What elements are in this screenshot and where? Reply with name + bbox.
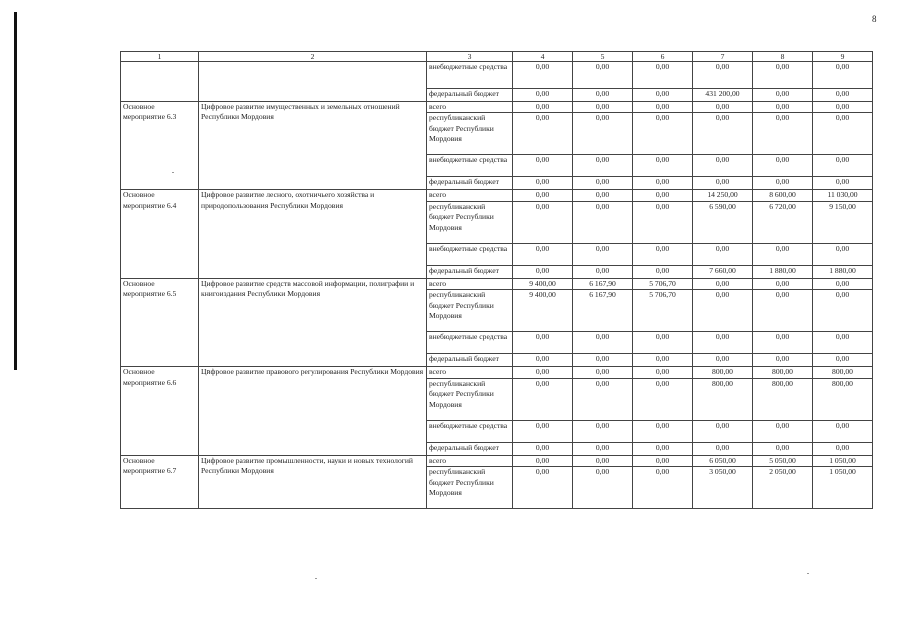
funding-source: внебюджетные средства [427,420,513,442]
amount-cell: 800,00 [693,378,753,420]
amount-cell: 11 030,00 [813,190,873,201]
amount-cell: 8 600,00 [753,190,813,201]
amount-cell: 2 050,00 [753,467,813,509]
column-number-4: 4 [513,52,573,62]
funding-source: федеральный бюджет [427,265,513,278]
amount-cell: 0,00 [633,62,693,89]
amount-cell: 0,00 [693,243,753,265]
amount-cell: 0,00 [633,155,693,177]
binding-line [14,12,17,370]
amount-cell: 800,00 [813,378,873,420]
amount-cell: 0,00 [513,62,573,89]
measure-name: Основное мероприятие 6.5 [121,278,199,366]
amount-cell: 0,00 [633,102,693,113]
amount-cell: 0,00 [513,442,573,455]
amount-cell: 0,00 [513,354,573,367]
table-row [121,102,873,113]
measure-name [121,62,199,102]
amount-cell: 0,00 [633,367,693,378]
funding-source: федеральный бюджет [427,442,513,455]
amount-cell: 0,00 [753,113,813,155]
amount-cell: 0,00 [513,367,573,378]
amount-cell: 6 720,00 [753,201,813,243]
column-number-3: 3 [427,52,513,62]
amount-cell: 0,00 [633,442,693,455]
measure-description: Цифровое развитие промышленности, науки и новых технологий Республики Мордовия [199,455,427,508]
amount-cell: 0,00 [573,378,633,420]
amount-cell: 0,00 [693,102,753,113]
measure-name: Основное мероприятие 6.3 [121,102,199,190]
amount-cell: 0,00 [693,420,753,442]
amount-cell: 0,00 [573,102,633,113]
measure-description: Цифровое развитие средств массовой информации, полиграфии и книгоиздания Республики Мордовия [199,278,427,366]
amount-cell: 0,00 [633,243,693,265]
amount-cell: 0,00 [573,265,633,278]
amount-cell: 0,00 [633,89,693,102]
funding-source: внебюджетные средства [427,155,513,177]
amount-cell: 5 706,70 [633,290,693,332]
amount-cell: 0,00 [573,442,633,455]
amount-cell: 0,00 [573,113,633,155]
amount-cell: 0,00 [573,177,633,190]
amount-cell: 0,00 [513,177,573,190]
table-row [121,62,873,89]
funding-source: всего [427,367,513,378]
funding-source: всего [427,278,513,289]
measure-description: Цифровое развитие правового регулирования Республики Мордовия [199,367,427,455]
amount-cell: 0,00 [573,155,633,177]
amount-cell: 0,00 [693,155,753,177]
amount-cell: 0,00 [513,113,573,155]
amount-cell: 0,00 [693,354,753,367]
amount-cell: 0,00 [513,243,573,265]
amount-cell: 0,00 [813,177,873,190]
amount-cell: 0,00 [633,113,693,155]
amount-cell: 0,00 [513,201,573,243]
amount-cell: 5 706,70 [633,278,693,289]
amount-cell: 0,00 [753,332,813,354]
amount-cell: 0,00 [573,332,633,354]
amount-cell: 0,00 [573,89,633,102]
amount-cell: 0,00 [573,467,633,509]
amount-cell: 0,00 [633,177,693,190]
measure-name: Основное мероприятие 6.6 [121,367,199,455]
column-number-6: 6 [633,52,693,62]
measure-name: Основное мероприятие 6.7 [121,455,199,508]
amount-cell: 800,00 [753,378,813,420]
amount-cell: 0,00 [753,290,813,332]
amount-cell: 0,00 [753,62,813,89]
amount-cell: 0,00 [753,354,813,367]
amount-cell: 0,00 [753,89,813,102]
amount-cell: 800,00 [693,367,753,378]
amount-cell: 0,00 [513,378,573,420]
amount-cell: 0,00 [513,332,573,354]
amount-cell: 6 590,00 [693,201,753,243]
amount-cell: 0,00 [513,102,573,113]
column-number-1: 1 [121,52,199,62]
amount-cell: 0,00 [813,278,873,289]
budget-table [120,51,873,509]
amount-cell: 0,00 [693,278,753,289]
amount-cell: 0,00 [813,354,873,367]
amount-cell: 0,00 [693,177,753,190]
amount-cell: 0,00 [813,155,873,177]
amount-cell: 0,00 [513,155,573,177]
amount-cell: 0,00 [813,102,873,113]
amount-cell: 0,00 [513,265,573,278]
amount-cell: 6 050,00 [693,455,753,466]
funding-source: внебюджетные средства [427,332,513,354]
amount-cell: 0,00 [513,420,573,442]
amount-cell: 0,00 [633,455,693,466]
column-number-7: 7 [693,52,753,62]
table-row [121,367,873,378]
amount-cell: 0,00 [573,367,633,378]
amount-cell: 0,00 [753,420,813,442]
amount-cell: 0,00 [633,354,693,367]
amount-cell: 0,00 [813,332,873,354]
amount-cell: 9 400,00 [513,278,573,289]
amount-cell: 0,00 [753,177,813,190]
column-number-9: 9 [813,52,873,62]
amount-cell: 0,00 [573,455,633,466]
amount-cell: 0,00 [693,113,753,155]
scan-speck [807,573,809,574]
amount-cell: 0,00 [513,467,573,509]
amount-cell: 0,00 [633,190,693,201]
amount-cell: 0,00 [753,243,813,265]
funding-source: республиканский бюджет Республики Мордовия [427,113,513,155]
amount-cell: 0,00 [813,243,873,265]
amount-cell: 0,00 [573,201,633,243]
amount-cell: 0,00 [513,190,573,201]
amount-cell: 0,00 [573,420,633,442]
amount-cell: 6 167,90 [573,278,633,289]
measure-description [199,62,427,102]
funding-source: республиканский бюджет Республики Мордовия [427,378,513,420]
column-number-2: 2 [199,52,427,62]
funding-source: всего [427,455,513,466]
amount-cell: 3 050,00 [693,467,753,509]
scan-speck [315,578,317,579]
amount-cell: 0,00 [813,442,873,455]
amount-cell: 1 880,00 [813,265,873,278]
amount-cell: 5 050,00 [753,455,813,466]
measure-name: Основное мероприятие 6.4 [121,190,199,278]
amount-cell: 1 050,00 [813,467,873,509]
funding-source: внебюджетные средства [427,62,513,89]
funding-source: республиканский бюджет Республики Мордовия [427,467,513,509]
measure-description: Цифровое развитие имущественных и земельных отношений Республики Мордовия [199,102,427,190]
amount-cell: 6 167,90 [573,290,633,332]
amount-cell: 0,00 [633,201,693,243]
funding-source: федеральный бюджет [427,177,513,190]
amount-cell: 0,00 [753,102,813,113]
amount-cell: 1 050,00 [813,455,873,466]
amount-cell: 0,00 [573,62,633,89]
funding-source: республиканский бюджет Республики Мордовия [427,201,513,243]
amount-cell: 0,00 [573,354,633,367]
amount-cell: 9 150,00 [813,201,873,243]
table-row [121,190,873,201]
header-row [121,52,873,62]
amount-cell: 0,00 [693,290,753,332]
column-number-5: 5 [573,52,633,62]
table-row [121,455,873,466]
amount-cell: 0,00 [573,190,633,201]
amount-cell: 0,00 [693,332,753,354]
amount-cell: 0,00 [633,467,693,509]
amount-cell: 0,00 [633,420,693,442]
column-number-8: 8 [753,52,813,62]
amount-cell: 14 250,00 [693,190,753,201]
amount-cell: 7 660,00 [693,265,753,278]
amount-cell: 0,00 [633,265,693,278]
amount-cell: 800,00 [753,367,813,378]
funding-source: республиканский бюджет Республики Мордовия [427,290,513,332]
amount-cell: 0,00 [813,113,873,155]
funding-source: федеральный бюджет [427,89,513,102]
amount-cell: 0,00 [813,89,873,102]
funding-source: всего [427,102,513,113]
amount-cell: 800,00 [813,367,873,378]
amount-cell: 9 400,00 [513,290,573,332]
amount-cell: 0,00 [813,420,873,442]
amount-cell: 0,00 [513,89,573,102]
amount-cell: 0,00 [753,155,813,177]
amount-cell: 0,00 [693,442,753,455]
funding-source: внебюджетные средства [427,243,513,265]
amount-cell: 0,00 [813,62,873,89]
amount-cell: 0,00 [813,290,873,332]
funding-source: всего [427,190,513,201]
page-number: 8 [872,14,877,24]
amount-cell: 431 200,00 [693,89,753,102]
amount-cell: 0,00 [693,62,753,89]
amount-cell: 1 880,00 [753,265,813,278]
amount-cell: 0,00 [753,278,813,289]
amount-cell: 0,00 [573,243,633,265]
amount-cell: 0,00 [633,332,693,354]
amount-cell: 0,00 [513,455,573,466]
amount-cell: 0,00 [753,442,813,455]
amount-cell: 0,00 [633,378,693,420]
funding-source: федеральный бюджет [427,354,513,367]
measure-description: Цифровое развитие лесного, охотничьего хозяйства и природопользования Республики Мордовия [199,190,427,278]
table-row [121,278,873,289]
